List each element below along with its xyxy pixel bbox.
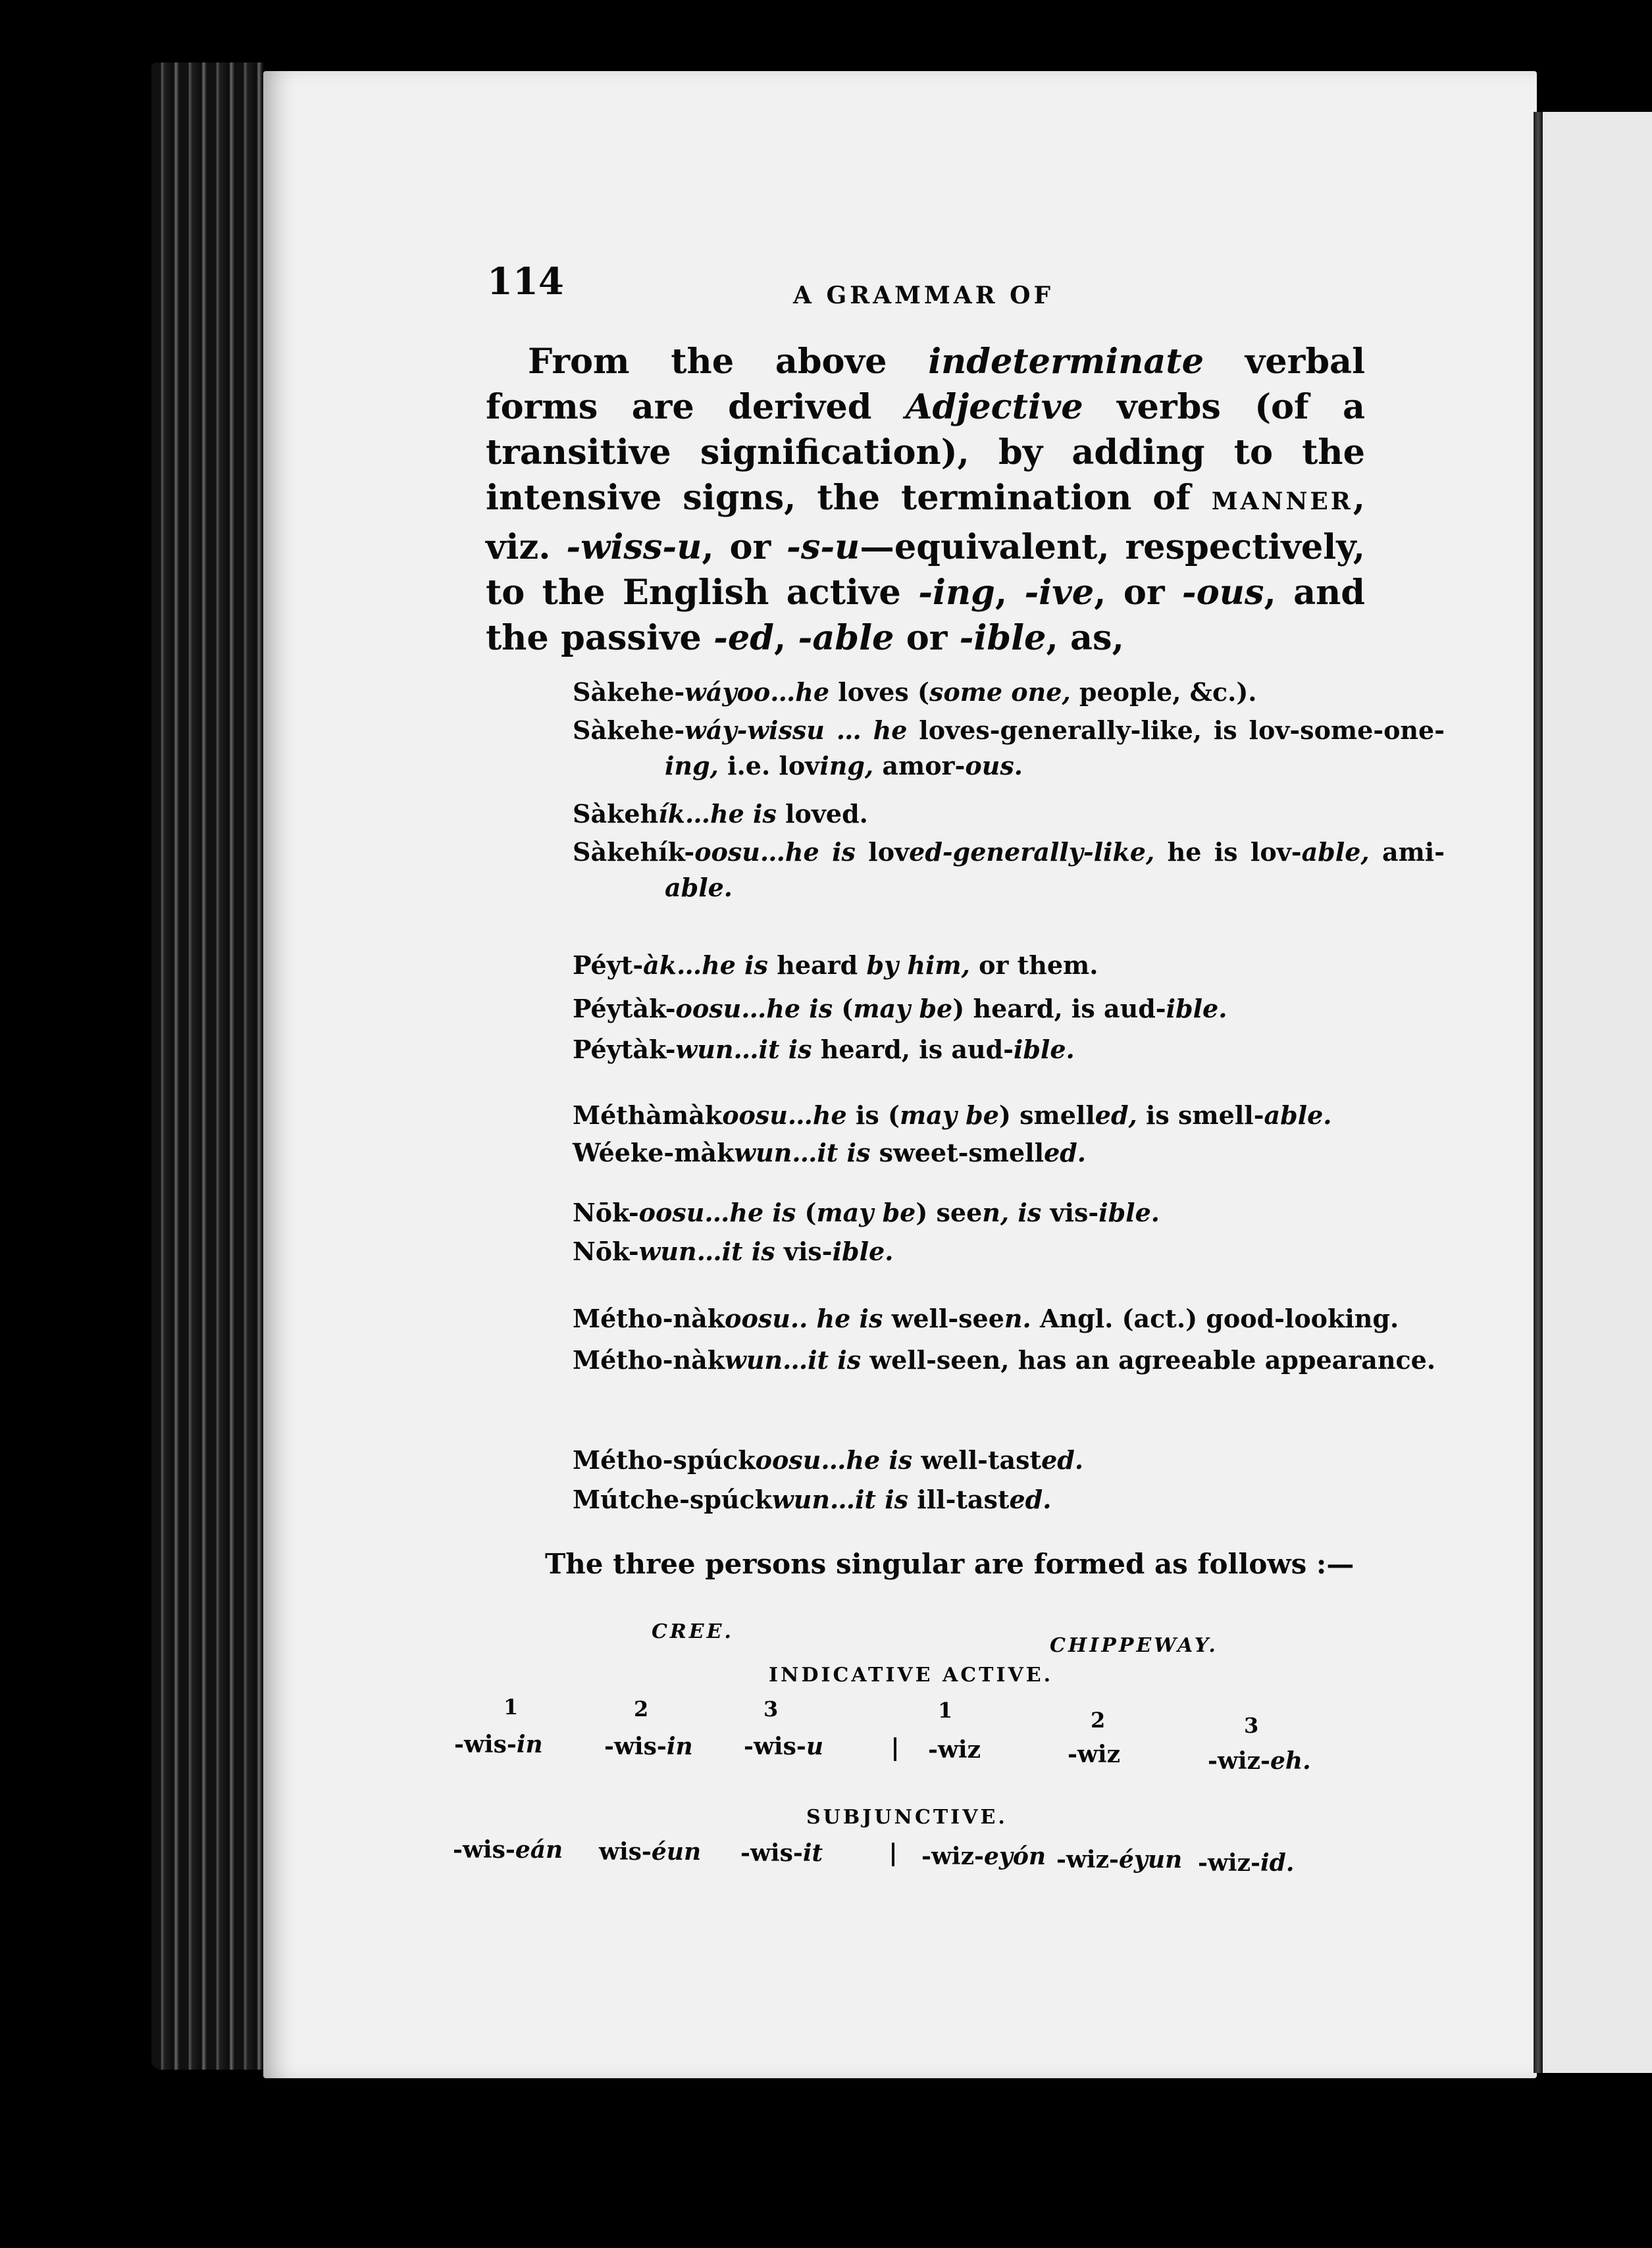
example-entry: Métho-spúckoosu…he is well-tasted. <box>573 1445 1084 1475</box>
chippeway-indicative-1: -wiz <box>928 1736 981 1764</box>
column-divider <box>894 1737 896 1761</box>
example-entry: Nōk-oosu…he is (may be) seen, is vis-ible. <box>573 1198 1160 1227</box>
person-number: 1 <box>503 1695 519 1720</box>
subjunctive-heading: SUBJUNCTIVE. <box>806 1806 1008 1829</box>
chippeway-subjunctive-3: -wiz-id. <box>1198 1849 1295 1877</box>
person-number: 2 <box>1091 1708 1106 1733</box>
cree-indicative-3: -wis-u <box>744 1733 824 1760</box>
chippeway-indicative-3: -wiz-eh. <box>1208 1747 1311 1775</box>
example-entry: Métho-nàkwun…it is well-seen, has an agreeable appearance. <box>573 1345 1436 1375</box>
page-fold <box>1534 112 1543 2073</box>
chippeway-subjunctive-2: -wiz-éyun <box>1056 1846 1183 1874</box>
example-entry: Péytàk-oosu…he is (may be) heard, is aud-ible. <box>573 994 1227 1023</box>
running-head: A GRAMMAR OF <box>793 282 1054 309</box>
example-entry: Méthàmàkoosu…he is (may be) smelled, is smell-able. <box>573 1100 1332 1130</box>
indicative-heading: INDICATIVE ACTIVE. <box>769 1664 1054 1687</box>
cree-indicative-1: -wis-in <box>454 1731 543 1758</box>
cree-subjunctive-2: wis-éun <box>599 1838 702 1866</box>
paradigm-intro: The three persons singular are formed as follows :— <box>545 1548 1355 1580</box>
example-entry: Wéeke-màkwun…it is sweet-smelled. <box>573 1138 1087 1167</box>
example-entry: Nōk-wun…it is vis-ible. <box>573 1237 894 1266</box>
cree-subjunctive-1: -wis-eán <box>453 1836 563 1864</box>
example-entry: Sàkehe-wáy-wissu … he loves-generally-like, is lov-some-one-ing, i.e. loving, amor-ous. <box>573 715 1445 780</box>
column-divider <box>892 1843 894 1866</box>
intro-paragraph: From the above indeterminate verbal forms are derived Adjective verbs (of a transitive signification), by adding to the intensive signs, the termination of MANNER, viz. -wiss-u, or -s-u—equivalent, respectively, to the English active -ing, -ive, or -ous, and the passive -ed, -able or -ible, as, <box>486 342 1366 658</box>
person-number: 3 <box>1244 1713 1259 1738</box>
cree-heading: CREE. <box>652 1620 734 1643</box>
book-binding <box>151 63 263 2070</box>
example-entry: Péytàk-wun…it is heard, is aud-ible. <box>573 1035 1075 1064</box>
chippeway-subjunctive-1: -wiz-eyón <box>921 1843 1046 1870</box>
example-entry: Métho-nàkoosu.. he is well-seen. Angl. (act.) good-looking. <box>573 1304 1399 1333</box>
chippeway-indicative-2: -wiz <box>1068 1741 1121 1768</box>
person-number: 2 <box>634 1697 649 1722</box>
person-number: 1 <box>938 1698 953 1723</box>
cree-indicative-2: -wis-in <box>604 1733 693 1760</box>
example-entry: Sàkehík…he is loved. <box>573 799 868 829</box>
example-entry: Péyt-àk…he is heard by him, or them. <box>573 950 1098 980</box>
example-entry: Mútche-spúckwun…it is ill-tasted. <box>573 1485 1052 1514</box>
facing-page-edge <box>1543 112 1652 2073</box>
person-number: 3 <box>763 1697 779 1722</box>
chippeway-heading: CHIPPEWAY. <box>1050 1634 1218 1657</box>
cree-subjunctive-3: -wis-it <box>740 1839 823 1867</box>
example-entry: Sàkehík-oosu…he is loved-generally-like, he is lov-able, ami-able. <box>573 837 1445 902</box>
example-entry: Sàkehe-wáyoo…he loves (some one, people, &c.). <box>573 677 1257 707</box>
page-number: 114 <box>487 260 564 303</box>
